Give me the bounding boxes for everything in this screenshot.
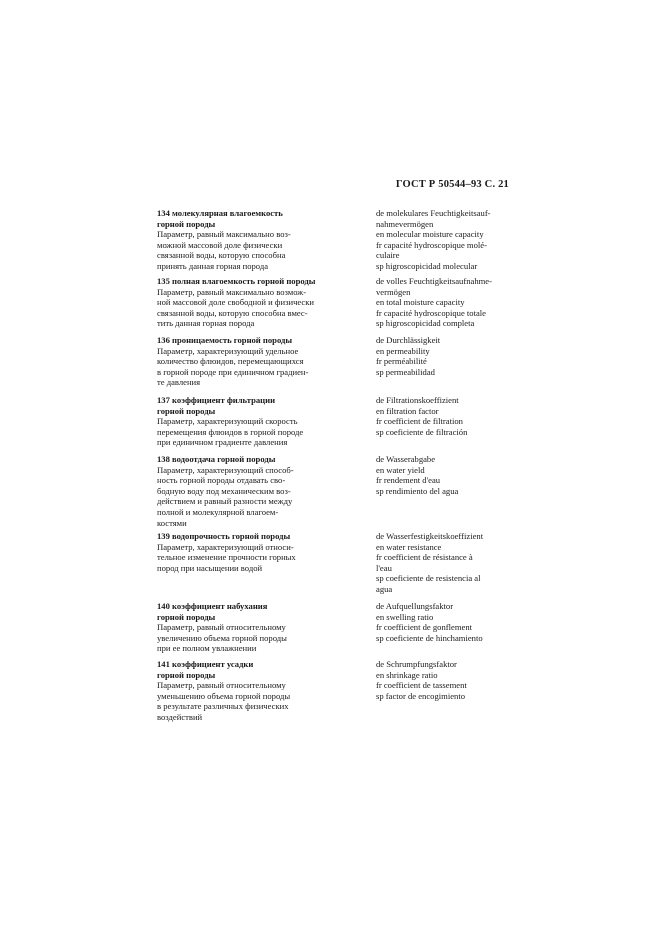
translation-line: sp coeficiente de resistencia al [376, 573, 481, 584]
term-definition-line: Параметр, равный относительному [157, 680, 286, 691]
term-title-line: горной породы [157, 669, 216, 680]
translation-line: agua [376, 583, 393, 594]
translation-line: sp factor de encogimiento [376, 690, 466, 701]
term-title-line: 136 проницаемость горной породы [157, 335, 293, 345]
translation-line: de Aufquellungsfaktor [376, 601, 454, 611]
term-column [157, 208, 357, 272]
term-definition-line: Параметр, равный относительному [157, 622, 286, 633]
translation-line: fr capacité hydroscopique totale [376, 307, 486, 318]
translation-line: de Wasserfestigkeitskoeffizient [376, 531, 484, 541]
term-definition-line: перемещения флюидов в горной породе [157, 426, 304, 437]
term-definition-line: Параметр, характеризующий относи- [157, 541, 294, 552]
translation-line: fr coefficient de gonflement [376, 622, 472, 633]
term-column [157, 335, 357, 388]
translation-line: sp coeficiente de hinchamiento [376, 632, 483, 643]
term-definition-line: при единичном градиенте давления [157, 437, 288, 448]
term-definition-line: в горной породе при единичном градиен- [157, 366, 309, 377]
translation-line: fr coefficient de filtration [376, 416, 463, 427]
translations-column [376, 454, 512, 496]
term-definition-line: костями [157, 517, 187, 528]
translation-line: sp higroscopicidad completa [376, 318, 475, 329]
term-definition-line: пород при насыщении водой [157, 562, 263, 573]
translation-line: en swelling ratio [376, 611, 434, 622]
translation-line: sp permeabilidad [376, 366, 435, 377]
term-definition-line: связанной воды, которую способна [157, 250, 286, 261]
translation-line: fr rendement d'eau [376, 475, 441, 486]
term-definition-line: уменьшению объема горной породы [157, 690, 291, 701]
term-definition-line: принять данная горная порода [157, 260, 269, 271]
term-column [157, 276, 357, 329]
translations-column [376, 208, 512, 272]
translation-line: de Durchlässigkeit [376, 335, 441, 345]
translation-line: de Wasserabgabe [376, 454, 436, 464]
term-definition-line: количество флюидов, перемещающихся [157, 356, 304, 367]
term-title-line: 140 коэффициент набухания [157, 601, 268, 611]
translation-line: de Filtrationskoeffizient [376, 395, 459, 405]
term-title-line: горной породы [157, 218, 216, 229]
term-definition-line: бодную воду под механическим воз- [157, 485, 291, 496]
term-definition-line: тельное изменение прочности горных [157, 552, 296, 563]
page-header-code: ГОСТ Р 50544–93 С. 21 [395, 179, 509, 190]
term-column [157, 531, 357, 573]
translation-line: culaire [376, 250, 400, 261]
translation-line: vermögen [376, 286, 411, 297]
translation-line: fr perméabilité [376, 356, 427, 367]
term-definition-line: те давления [157, 377, 201, 388]
term-column [157, 395, 357, 448]
term-column [157, 659, 357, 723]
translation-line: en molecular moisture capacity [376, 229, 484, 240]
translation-line: de volles Feuchtigkeitsaufnahme- [376, 276, 492, 286]
translation-line: sp coeficiente de filtración [376, 426, 468, 437]
translations-column [376, 395, 512, 437]
translation-line: de molekulares Feuchtigkeitsauf- [376, 208, 491, 218]
translations-column [376, 335, 512, 377]
term-definition-line: воздействий [157, 711, 203, 722]
translations-column [376, 659, 512, 701]
term-title-line: 134 молекулярная влагоемкость [157, 208, 283, 218]
term-column [157, 601, 357, 654]
translation-line: fr coefficient de résistance à [376, 552, 473, 563]
translation-line: en water resistance [376, 541, 442, 552]
term-definition-line: Параметр, характеризующий скорость [157, 416, 298, 427]
term-definition-line: ность горной породы отдавать сво- [157, 475, 286, 486]
translation-line: en shrinkage ratio [376, 669, 438, 680]
term-definition-line: связанной воды, которую способна вмес- [157, 307, 308, 318]
translation-line: sp higroscopicidad molecular [376, 260, 478, 271]
term-title-line: 138 водоотдача горной породы [157, 454, 276, 464]
term-title-line: 141 коэффициент усадки [157, 659, 254, 669]
translations-column [376, 601, 512, 643]
term-column [157, 454, 357, 528]
term-definition-line: увеличению объема горной породы [157, 632, 287, 643]
term-definition-line: Параметр, равный максимально воз- [157, 229, 291, 240]
term-title-line: 137 коэффициент фильтрации [157, 395, 276, 405]
translation-line: en filtration factor [376, 405, 439, 416]
translation-line: l'eau [376, 562, 392, 573]
term-definition-line: полной и молекулярной влагоем- [157, 506, 279, 517]
term-definition-line: Параметр, характеризующий удельное [157, 345, 299, 356]
term-title-line: 139 водопрочность горной породы [157, 531, 291, 541]
translations-column [376, 276, 512, 329]
translation-line: en total moisture capacity [376, 297, 465, 308]
term-definition-line: ной массовой доле свободной и физически [157, 297, 315, 308]
term-definition-line: можной массовой доле физически [157, 239, 283, 250]
translation-line: fr capacité hydroscopique molé- [376, 239, 487, 250]
term-definition-line: Параметр, характеризующий способ- [157, 464, 294, 475]
translation-line: sp rendimiento del agua [376, 485, 459, 496]
term-definition-line: действием и равный разности между [157, 496, 293, 507]
translations-column [376, 531, 512, 595]
translation-line: en permeability [376, 345, 430, 356]
translation-line: fr coefficient de tassement [376, 680, 467, 691]
term-title-line: 135 полная влагоемкость горной породы [157, 276, 316, 286]
term-title-line: горной породы [157, 611, 216, 622]
term-title-line: горной породы [157, 405, 216, 416]
translation-line: en water yield [376, 464, 425, 475]
term-definition-line: в результате различных физических [157, 701, 289, 712]
term-definition-line: тить данная горная порода [157, 318, 255, 329]
term-definition-line: Параметр, равный максимально возмож- [157, 286, 307, 297]
translation-line: nahmevermögen [376, 218, 434, 229]
translation-line: de Schrumpfungsfaktor [376, 659, 457, 669]
term-definition-line: при ее полном увлажнении [157, 643, 257, 654]
